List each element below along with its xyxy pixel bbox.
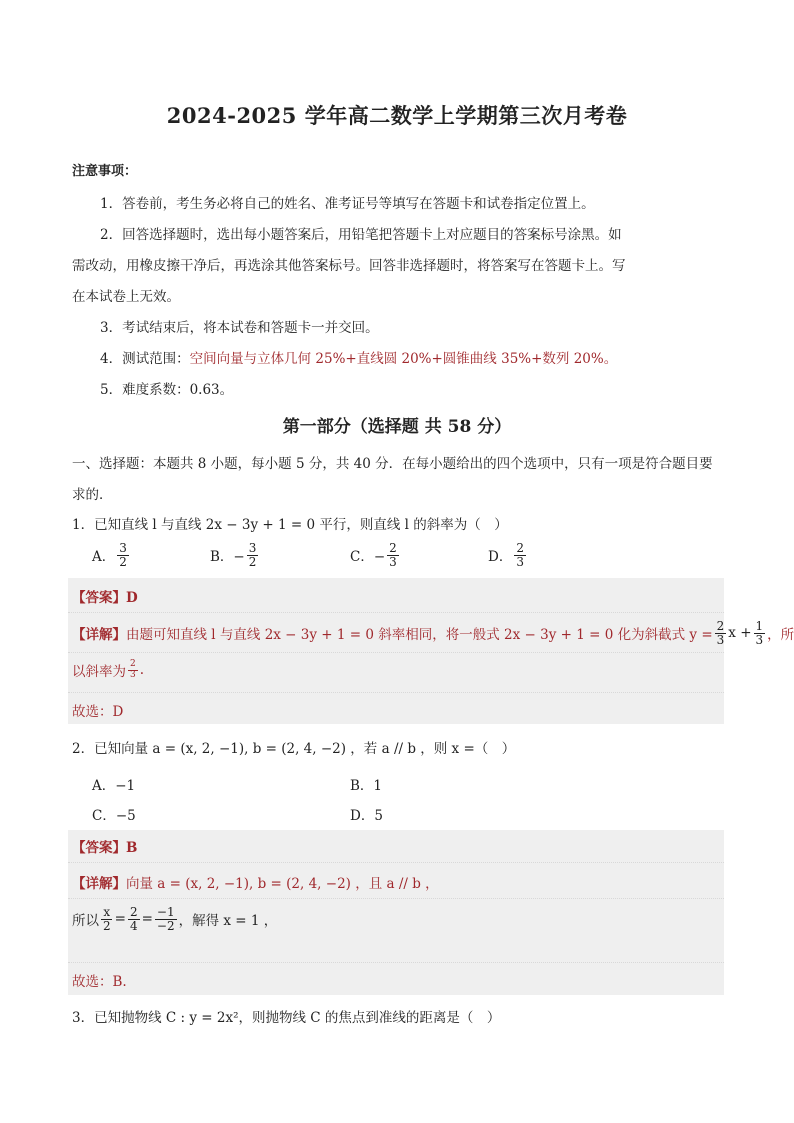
fraction — [387, 542, 399, 568]
detail-label: 【详解】 — [72, 876, 126, 892]
exam-title: 2024-2025 学年高二数学上学期第三次月考卷 — [166, 103, 628, 128]
numerator: 2 — [129, 905, 138, 919]
denominator: 4 — [129, 918, 138, 933]
divider — [68, 962, 724, 963]
denominator: −2 — [156, 918, 175, 933]
detail-text: 由题可知直线 l 与直线 2x − 3y + 1 = 0 斜率相同，将一般式 2x − 3y + 1 = 0 化为斜截式 y = — [126, 627, 713, 644]
q2-answer-box — [68, 830, 724, 995]
fraction — [128, 660, 138, 680]
notice-item-2-line-2: 需改动，用橡皮擦干净后，再选涂其他答案标号。回答非选择题时，将答案写在答题卡上。写 — [72, 258, 626, 274]
denominator: 2 — [119, 554, 127, 569]
detail-text: ，解得 x = 1 ， — [178, 913, 278, 930]
q1-option-d — [488, 542, 528, 568]
detail-text: 以斜率为 — [72, 664, 126, 680]
q1-option-c — [350, 542, 401, 568]
section-title: 第一部分（选择题 共 58 分） — [282, 417, 512, 437]
divider — [68, 898, 724, 899]
answer-value: B — [126, 840, 138, 856]
q2-option-c: C．−5 — [92, 808, 136, 824]
numerator: 2 — [516, 541, 524, 555]
fraction — [754, 620, 766, 646]
denominator: 3 — [755, 632, 764, 647]
q1-option-a — [92, 542, 131, 568]
q2-conclusion: 故选：B. — [72, 974, 127, 990]
q1-answer-box — [68, 578, 794, 724]
divider — [68, 652, 724, 653]
q2-option-b: B．1 — [350, 778, 383, 794]
denominator: 3 — [130, 669, 136, 680]
q2-option-a: A．−1 — [92, 778, 136, 794]
fraction — [155, 906, 177, 932]
notice-item-1: 1．答卷前，考生务必将自己的姓名、准考证号等填写在答题卡和试卷指定位置上。 — [100, 196, 595, 212]
fraction — [715, 620, 727, 646]
question-1-stem: 1．已知直线 l 与直线 2x − 3y + 1 = 0 平行，则直线 l 的斜率为（ ） — [72, 517, 508, 533]
detail-label: 【详解】 — [72, 627, 126, 644]
denominator: 3 — [389, 554, 397, 569]
q1-conclusion: 故选：D — [72, 704, 124, 720]
divider — [68, 612, 724, 613]
detail-text: x + — [728, 625, 752, 642]
notice-item-4 — [100, 347, 617, 367]
answer-value: D — [126, 590, 138, 606]
q2-answer — [72, 836, 137, 856]
numerator: 2 — [716, 619, 725, 633]
numerator: 3 — [248, 541, 257, 555]
q1-option-b — [210, 542, 260, 568]
denominator: 2 — [248, 554, 257, 569]
option-label: C．− — [350, 549, 386, 566]
notice-item-5: 5．难度系数：0.63。 — [100, 382, 234, 398]
option-label: D． — [488, 549, 513, 566]
equals-sign: = — [114, 911, 126, 928]
notice-heading: 注意事项： — [72, 164, 138, 179]
fraction — [101, 906, 113, 932]
section-intro-line-2: 求的． — [72, 487, 113, 503]
denominator: 2 — [103, 918, 111, 933]
q1-detail-line-1 — [72, 620, 794, 646]
notice-item-3: 3．考试结束后，将本试卷和答题卡一并交回。 — [100, 320, 379, 336]
numerator: x — [103, 905, 111, 919]
answer-label: 【答案】 — [72, 590, 126, 606]
notice-item-4-prefix: 4．测试范围： — [100, 351, 190, 367]
answer-label: 【答案】 — [72, 840, 126, 856]
numerator: 2 — [130, 659, 136, 670]
question-3-stem: 3．已知抛物线 C : y = 2x²，则抛物线 C 的焦点到准线的距离是（ ） — [72, 1010, 501, 1026]
denominator: 3 — [716, 632, 725, 647]
test-range: 空间向量与立体几何 25%+直线圆 20%+圆锥曲线 35%+数列 20%。 — [189, 351, 618, 367]
section-intro-line-1: 一、选择题：本题共 8 小题，每小题 5 分，共 40 分．在每小题给出的四个选项中，只有一项是符合题目要 — [72, 456, 713, 472]
divider — [68, 692, 724, 693]
q2-option-d: D．5 — [350, 808, 383, 824]
numerator: 3 — [119, 541, 127, 555]
divider — [68, 862, 724, 863]
fraction — [117, 542, 129, 568]
option-label: B．− — [210, 549, 245, 566]
notice-item-2-line-3: 在本试卷上无效。 — [72, 289, 180, 305]
option-label: A． — [92, 549, 116, 566]
fraction — [514, 542, 526, 568]
fraction — [128, 906, 140, 932]
detail-text: . — [139, 662, 145, 678]
q1-detail-line-2 — [72, 660, 144, 680]
detail-text: 所以 — [72, 913, 99, 930]
numerator: 2 — [389, 541, 397, 555]
detail-text: ，所 — [767, 627, 794, 644]
fraction — [247, 542, 259, 568]
question-2-stem: 2．已知向量 a = (x, 2, −1), b = (2, 4, −2) ，若 a // b ，则 x =（ ） — [72, 741, 516, 757]
numerator: −1 — [156, 905, 175, 919]
notice-item-2-line-1: 2．回答选择题时，选出每小题答案后，用铅笔把答题卡上对应题目的答案标号涂黑。如 — [100, 227, 622, 243]
equals-sign: = — [141, 911, 153, 928]
q1-answer — [72, 586, 138, 606]
denominator: 3 — [516, 554, 524, 569]
detail-text: 向量 a = (x, 2, −1), b = (2, 4, −2) ，且 a // b ， — [126, 876, 439, 892]
numerator: 1 — [755, 619, 764, 633]
q2-detail-line-2 — [72, 906, 277, 932]
q2-detail-line-1 — [72, 872, 439, 892]
